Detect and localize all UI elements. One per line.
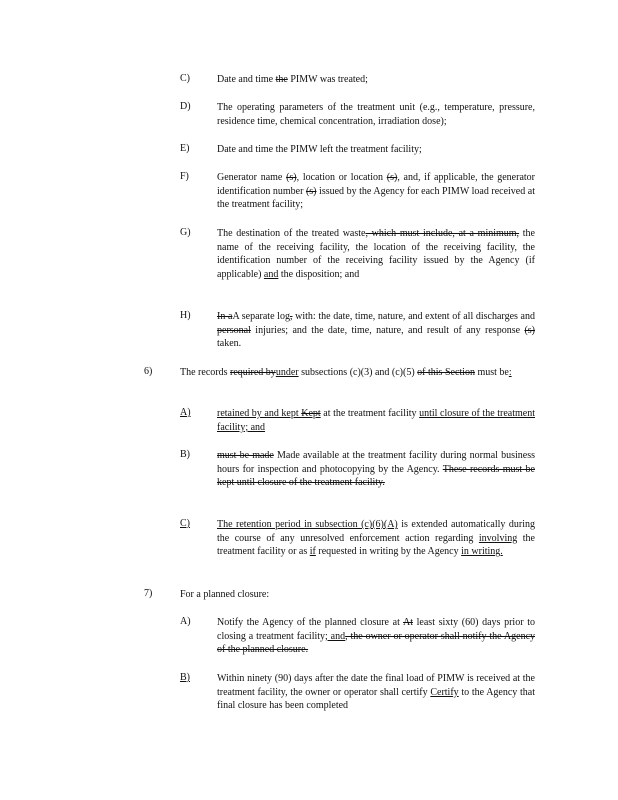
struck-text: must be made (217, 450, 274, 461)
underlined-text: Certify (430, 686, 459, 698)
item-label: A) (180, 407, 191, 418)
underlined-text: under (275, 367, 299, 378)
underlined-text: in writing. (461, 546, 503, 558)
item-label: A) (180, 616, 191, 627)
text-segment: taken. (217, 338, 242, 350)
item-label: H) (180, 310, 191, 321)
text-segment: Within ninety (90) days after the date the final load of PIMW is received at the treatment facility, the owner or operator shall certify (217, 673, 535, 698)
item-label: B) (180, 449, 190, 460)
item-label: B) (180, 672, 190, 683)
struck-text: At (402, 617, 413, 628)
text-segment: issued by the Agency for each PIMW load received at the treatment facility; (217, 185, 535, 211)
text-segment: The destination of the treated waste (217, 228, 366, 239)
struck-text: , the owner or operator shall notify the Agency of the planned closure. (217, 630, 536, 656)
struck-text: (s) (386, 172, 398, 183)
text-segment: with: the date, time, nature, and extent of all discharges and (292, 311, 535, 322)
text-segment: at the treatment facility (320, 408, 420, 419)
item-text (217, 227, 535, 281)
item-text (217, 101, 535, 128)
text-segment: PIMW was treated; (287, 74, 368, 85)
struck-text: the (275, 74, 288, 85)
section-number: 6) (144, 366, 153, 377)
text-segment: the treatment facility or as (217, 532, 535, 558)
text-segment: must be (474, 367, 509, 378)
item-text (217, 73, 535, 87)
struck-text: (s) (286, 172, 297, 183)
section-heading: For a planned closure: (180, 589, 270, 600)
text-segment: A separate log (232, 311, 290, 322)
underlined-text: : (508, 367, 512, 378)
text-segment: Made available at the treatment facility during normal business hours for inspection and photocopying by the Agency. (217, 450, 536, 475)
item-label: D) (180, 101, 191, 112)
underlined-text: Kept (301, 408, 321, 419)
struck-text: In a (217, 311, 233, 322)
section-number: 7) (144, 588, 153, 599)
text-segment: Date and time the PIMW left the treatment facility; (217, 144, 422, 155)
underlined-text: in subsection (c)(6)(A) (304, 519, 398, 530)
struck-text: , (289, 311, 293, 322)
struck-text: These records must be kept until closure of the treatment facility. (217, 463, 535, 489)
text-segment: the name of the receiving facility, the location of the receiving facility, the identification number of the receiving facility issued by the Agency (if applicable) (217, 228, 535, 280)
text-segment: Date and time (217, 74, 276, 85)
item-label: C) (180, 518, 190, 529)
underlined-text: The retention period (217, 519, 305, 530)
struck-text: (s) (524, 324, 535, 336)
text-segment: The operating parameters of the treatment unit (e.g., temperature, pressure, residence time, chemical concentration, irradiation dose); (217, 102, 535, 127)
text-segment: subsections (c)(3) and (c)(5) (298, 367, 418, 378)
item-text (217, 518, 535, 559)
text-segment: to the Agency that final closure has been completed (217, 686, 535, 712)
underlined-text: and (263, 268, 279, 280)
text-segment: is extended automatically during the course of any unresolved enforcement action regarding (217, 519, 536, 544)
item-text (217, 407, 535, 434)
struck-text: of this Section (417, 367, 475, 378)
underlined-text: until closure of the treatment facility; and (217, 408, 535, 433)
struck-text: required by (229, 367, 276, 378)
struck-text: personal (217, 324, 251, 336)
text-segment: injuries; and the date, time, nature, and result of any response (250, 324, 525, 336)
underlined-text: involving (478, 532, 518, 544)
item-label: C) (180, 73, 190, 84)
item-text (217, 171, 535, 212)
item-text (217, 310, 535, 351)
underlined-text: if (309, 546, 316, 558)
text-segment: the disposition; and (278, 268, 360, 280)
text-segment: requested in writing by the Agency (315, 546, 462, 558)
text-segment: , and, if applicable, the generator identification number (217, 172, 535, 197)
item-text (217, 143, 535, 157)
underlined-text: ; and (325, 630, 346, 642)
section-text (180, 366, 535, 380)
item-text (217, 616, 535, 657)
text-segment: least sixty (60) days prior to closing a treatment facility (217, 617, 535, 642)
item-text (217, 449, 535, 490)
text-segment: Notify the Agency of the planned closure at (217, 617, 403, 628)
item-text (217, 672, 535, 713)
item-label: E) (180, 143, 190, 154)
item-label: F) (180, 171, 189, 182)
text-segment: Generator name (217, 172, 287, 183)
underlined-text: retained by and kept (217, 408, 302, 419)
struck-text: , which must include, at a minimum, (365, 228, 520, 239)
text-segment: , location or location (296, 172, 387, 183)
struck-text: (s) (305, 185, 317, 197)
item-label: G) (180, 227, 191, 238)
text-segment: The records (180, 367, 230, 378)
